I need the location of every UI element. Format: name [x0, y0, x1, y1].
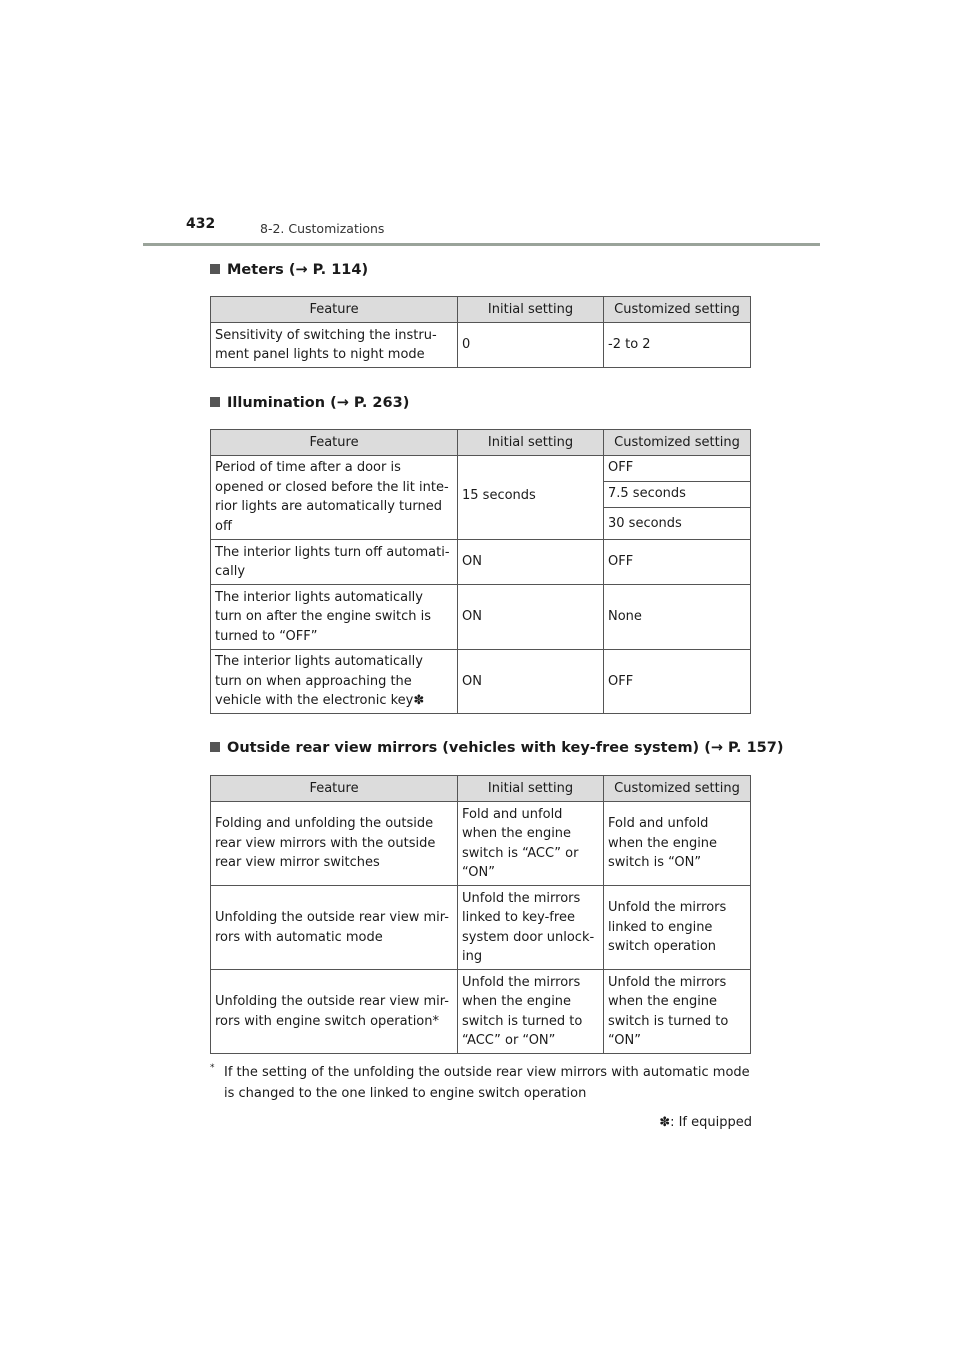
initial-cell: Unfold the mirrors when the engine switch is turned to “ACC” or “ON”	[458, 970, 604, 1054]
table-row	[211, 970, 751, 1054]
illumination-table	[210, 429, 751, 714]
initial-cell: Fold and unfold when the engine switch is “ACC” or “ON”	[458, 802, 604, 886]
initial-cell: Unfold the mirrors linked to key-free system door unlock-ing	[458, 886, 604, 970]
custom-cell: -2 to 2	[604, 323, 751, 368]
column-header-feature: Feature	[211, 297, 458, 323]
if-equipped-note: ✽: If equipped	[659, 1115, 752, 1130]
custom-cell: OFF	[604, 540, 751, 585]
header-divider	[143, 243, 820, 246]
column-header-feature: Feature	[211, 776, 458, 802]
initial-cell: ON	[458, 540, 604, 585]
custom-cell: Unfold the mirrors linked to engine switch operation	[604, 886, 751, 970]
initial-cell: ON	[458, 650, 604, 714]
table-header-row	[211, 297, 751, 323]
chapter-title: 8-2. Customizations	[260, 221, 385, 236]
table-row	[211, 456, 751, 482]
feature-cell: The interior lights automatically turn on when approaching the vehicle with the electronic key✽	[211, 650, 458, 714]
page-number: 432	[186, 216, 216, 232]
square-bullet-icon	[210, 264, 220, 274]
custom-cell: Unfold the mirrors when the engine switch is turned to “ON”	[604, 970, 751, 1054]
initial-cell: 15 seconds	[458, 456, 604, 540]
column-header-custom: Customized setting	[604, 297, 751, 323]
initial-cell: ON	[458, 585, 604, 650]
table-row	[211, 540, 751, 585]
feature-cell: Period of time after a door is opened or closed before the lit inte-rior lights are automatically turned off	[211, 456, 458, 540]
footnote	[210, 1062, 755, 1104]
column-header-initial: Initial setting	[458, 297, 604, 323]
feature-cell: Unfolding the outside rear view mir-rors with automatic mode	[211, 886, 458, 970]
custom-cell: OFF	[604, 456, 751, 482]
table-row	[211, 650, 751, 714]
table-header-row	[211, 776, 751, 802]
custom-cell: Fold and unfold when the engine switch is “ON”	[604, 802, 751, 886]
meters-table	[210, 296, 751, 368]
column-header-feature: Feature	[211, 430, 458, 456]
custom-cell: None	[604, 585, 751, 650]
mirrors-table	[210, 775, 751, 1054]
feature-cell: The interior lights turn off automati-cally	[211, 540, 458, 585]
custom-cell: 7.5 seconds	[604, 482, 751, 508]
section-title-meters	[210, 262, 368, 278]
custom-cell: OFF	[604, 650, 751, 714]
table-row	[211, 886, 751, 970]
section-title-text: Meters (→ P. 114)	[227, 262, 369, 278]
feature-cell: Sensitivity of switching the instru- ment panel lights to night mode	[211, 323, 458, 368]
square-bullet-icon	[210, 742, 220, 752]
footnote-text: If the setting of the unfolding the outside rear view mirrors with automatic mode is changed to the one linked to engine switch operation	[224, 1065, 750, 1101]
table-row	[211, 585, 751, 650]
column-header-custom: Customized setting	[604, 776, 751, 802]
section-title-illumination	[210, 395, 409, 411]
section-title-mirrors	[210, 740, 783, 756]
footnote-mark: *	[210, 1063, 215, 1073]
feature-cell: The interior lights automatically turn on after the engine switch is turned to “OFF”	[211, 585, 458, 650]
column-header-initial: Initial setting	[458, 776, 604, 802]
custom-cell: 30 seconds	[604, 508, 751, 540]
table-header-row	[211, 430, 751, 456]
column-header-custom: Customized setting	[604, 430, 751, 456]
feature-cell: Unfolding the outside rear view mir-rors with engine switch operation*	[211, 970, 458, 1054]
section-title-text: Outside rear view mirrors (vehicles with key-free system) (→ P. 157)	[227, 740, 784, 756]
section-title-text: Illumination (→ P. 263)	[227, 395, 410, 411]
square-bullet-icon	[210, 397, 220, 407]
feature-cell: Folding and unfolding the outside rear view mirrors with the outside rear view mirror switches	[211, 802, 458, 886]
initial-cell: 0	[458, 323, 604, 368]
table-row	[211, 323, 751, 368]
table-row	[211, 802, 751, 886]
column-header-initial: Initial setting	[458, 430, 604, 456]
